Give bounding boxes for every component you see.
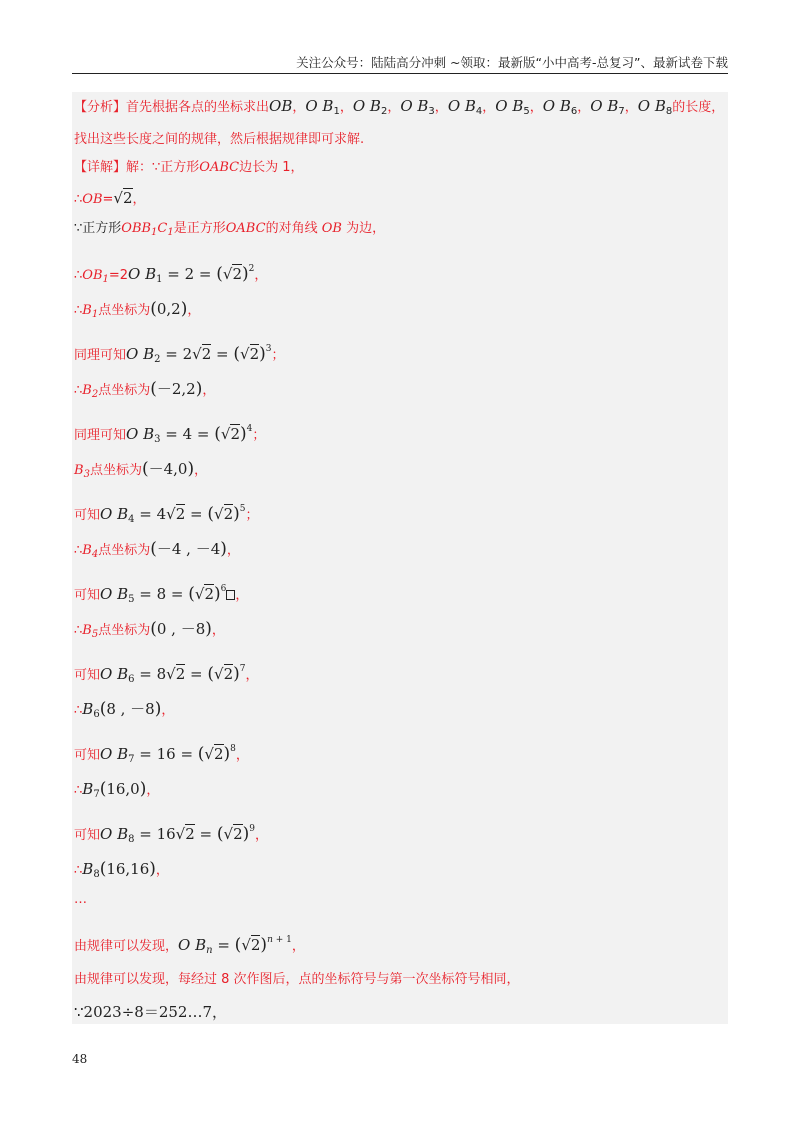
detail-line-5: ∵正方形$OBB_1C_1$是正方形OABC的对角线 OB 为边， — [74, 221, 386, 238]
header-rule — [72, 73, 728, 74]
detail-line-21: $\therefore B_8(16,16)$， — [74, 859, 169, 880]
detail-line-13: $\therefore B_4$点坐标为(－4 , －4)， — [74, 539, 240, 560]
detail-line-15: $\therefore B_5$点坐标为(0 , －8)， — [74, 619, 225, 640]
detail-line-25: ∵2023÷8＝252…7， — [74, 1003, 228, 1021]
analysis-line-2: 找出这些长度之间的规律，然后根据规律即可求解. — [74, 132, 365, 147]
detail-line-6: $\therefore OB_1=2O$ $B_1 = 2 = (√2)^2$， — [74, 264, 268, 285]
detail-line-8: 同理可知O $B_2 = 2√2 = (√2)^3$； — [74, 344, 285, 365]
detail-line-24: 由规律可以发现，每经过 8 次作图后，点的坐标符号与第一次坐标符号相同， — [74, 972, 520, 987]
detail-line-3: 【详解】解：∵正方形OABC边长为 1， — [74, 160, 304, 175]
detail-line-18: 可知O $B_7 = 16 = (√2)^8$， — [74, 744, 249, 765]
detail-line-10: 同理可知O $B_3 = 4 = (√2)^4$； — [74, 424, 266, 445]
detail-line-19: $\therefore B_7(16,0)$， — [74, 779, 160, 800]
solution-panel — [72, 92, 728, 1024]
detail-line-22: … — [74, 892, 87, 907]
detail-line-14: 可知O $B_5 = 8 = (√2)^6$ ， — [74, 584, 249, 605]
placeholder-glyph — [226, 590, 235, 600]
analysis-line-1: 【分析】首先根据各点的坐标求出OB，O $B_1$，O $B_2$，O $B_3$，O $B_4$，O $B_5$，O $B_6$，O $B_7$，O $B_8$的长度， — [74, 97, 725, 117]
detail-line-11: $B_3$点坐标为(－4,0)， — [74, 459, 208, 480]
detail-line-4: ∴OB=√2， — [74, 189, 146, 207]
detail-line-20: 可知O $B_8 = 16√2 = (√2)^9$， — [74, 824, 269, 845]
page-number: 48 — [72, 1052, 88, 1066]
analysis-label: 【分析】首先根据各点的坐标求出 — [74, 100, 270, 115]
detail-line-17: $\therefore B_6(8$ , －8)， — [74, 699, 175, 720]
header-text: 关注公众号：陆陆高分冲刺 ~领取：最新版“小中高考-总复习”、最新试卷下载 — [296, 55, 728, 70]
detail-line-23: 由规律可以发现，O $B_n = (√2)^{n + 1}$， — [74, 935, 305, 956]
detail-line-16: 可知O $B_6 = 8√2 = (√2)^7$， — [74, 664, 259, 685]
page-header — [72, 54, 728, 74]
detail-line-9: $\therefore B_2$点坐标为(－2,2)， — [74, 379, 216, 400]
detail-line-7: $\therefore B_1$点坐标为(0,2)， — [74, 299, 201, 320]
detail-line-12: 可知O $B_4 = 4√2 = (√2)^5$； — [74, 504, 259, 525]
